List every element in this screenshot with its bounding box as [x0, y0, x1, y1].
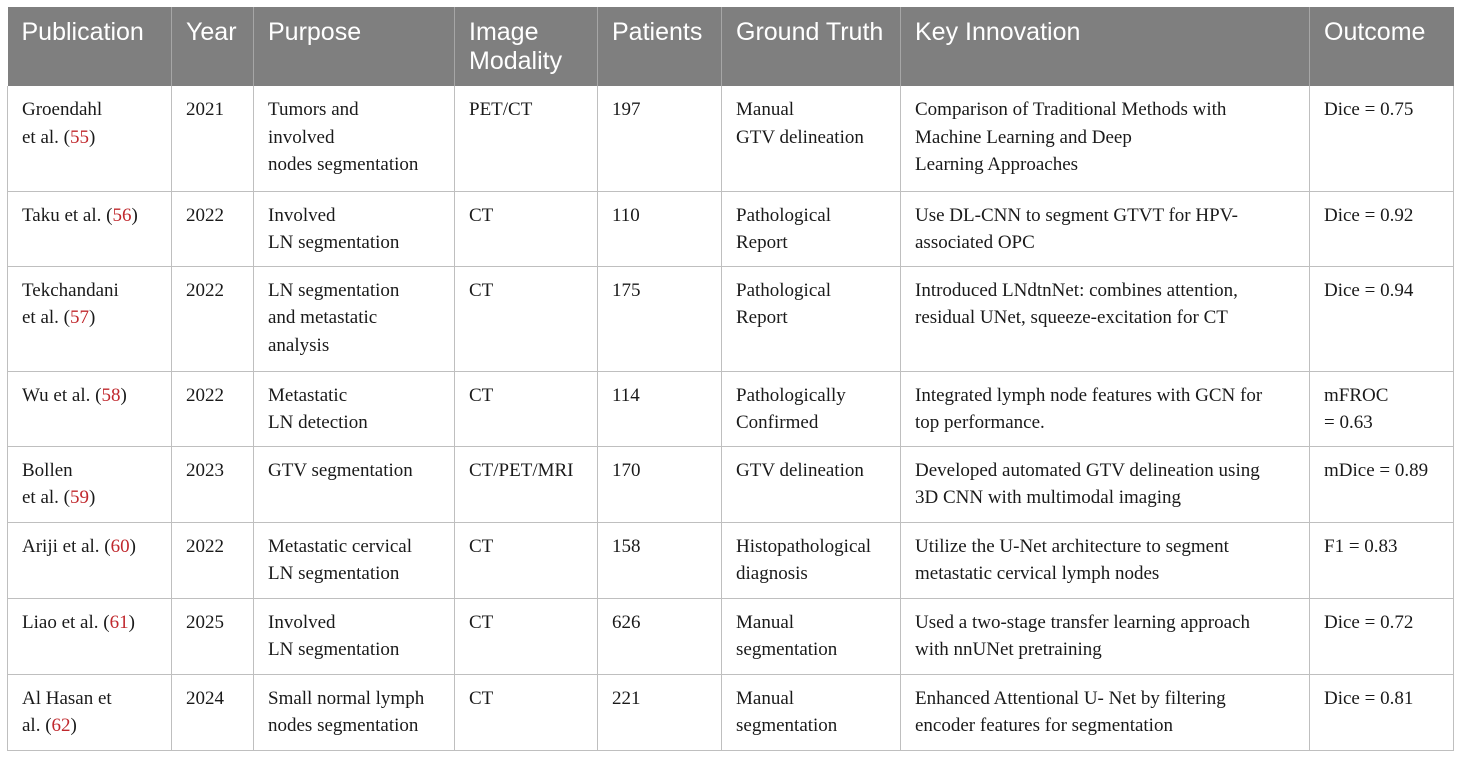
- cell-outcome-line: Dice = 0.72: [1324, 611, 1414, 633]
- publication-author: Taku et al. (: [22, 204, 113, 226]
- cell-publication: [8, 371, 172, 446]
- header-publication: Publication: [21, 18, 144, 46]
- publication-close-paren: ): [89, 126, 96, 148]
- cell-key-innovation-line: associated OPC: [915, 232, 1035, 253]
- cell-ground-truth-line: GTV delineation: [736, 126, 864, 148]
- cell-purpose-line: Involved: [268, 611, 336, 633]
- cell-publication: [8, 266, 172, 371]
- cell-outcome-line: mFROC: [1324, 384, 1389, 406]
- cell-patients: 221: [598, 674, 722, 750]
- cell-key-innovation-line: 3D CNN with multimodal imaging: [915, 487, 1181, 508]
- cell-ground-truth-line: diagnosis: [736, 563, 808, 584]
- cell-image-modality: CT: [455, 191, 598, 266]
- cell-key-innovation-line: encoder features for segmentation: [915, 715, 1173, 736]
- table-row: [8, 371, 1454, 446]
- cell-outcome-line: mDice = 0.89: [1324, 459, 1429, 481]
- cell-outcome: [1310, 191, 1454, 266]
- cell-key-innovation-line: Enhanced Attentional U- Net by filtering: [915, 687, 1226, 709]
- table-row: [8, 598, 1454, 674]
- cell-key-innovation: [901, 446, 1310, 522]
- header-year: Year: [172, 7, 254, 86]
- cell-image-modality: PET/CT: [455, 86, 598, 191]
- publication-close-paren: ): [120, 384, 127, 406]
- header-image-modality: Image Modality: [455, 7, 598, 86]
- cell-year: 2025: [172, 598, 254, 674]
- publication-author: Groendahl: [22, 99, 103, 120]
- cell-patients: 175: [598, 266, 722, 371]
- cell-purpose: [254, 371, 455, 446]
- header-purpose: Purpose: [254, 7, 455, 86]
- cell-image-modality: CT: [455, 674, 598, 750]
- cell-purpose-line: Small normal lymph: [268, 687, 425, 709]
- cell-outcome: [1310, 266, 1454, 371]
- cell-outcome-line: F1 = 0.83: [1324, 535, 1398, 557]
- cell-patients: 158: [598, 522, 722, 598]
- cell-outcome: [1310, 674, 1454, 750]
- cell-ground-truth-line: GTV delineation: [736, 459, 864, 481]
- reference-link[interactable]: 55: [70, 126, 90, 148]
- cell-outcome-line: Dice = 0.92: [1324, 204, 1414, 226]
- publication-close-paren: ): [89, 487, 96, 508]
- cell-purpose: [254, 446, 455, 522]
- cell-purpose-line: GTV segmentation: [268, 459, 413, 481]
- cell-purpose-line: LN segmentation: [268, 279, 400, 301]
- cell-ground-truth-line: Report: [736, 307, 788, 328]
- studies-table: [7, 7, 1454, 751]
- cell-year: 2021: [172, 86, 254, 191]
- cell-outcome: [1310, 86, 1454, 191]
- cell-key-innovation-line: residual UNet, squeeze-excitation for CT: [915, 307, 1228, 328]
- reference-link[interactable]: 61: [109, 611, 129, 633]
- publication-close-paren: ): [129, 535, 136, 557]
- cell-outcome-line: Dice = 0.94: [1324, 279, 1414, 301]
- cell-image-modality: CT: [455, 266, 598, 371]
- cell-purpose: [254, 86, 455, 191]
- cell-outcome-line: Dice = 0.75: [1324, 99, 1414, 120]
- cell-purpose-line: Tumors and: [268, 99, 359, 120]
- cell-ground-truth-line: Manual: [736, 99, 795, 120]
- table-row: [8, 446, 1454, 522]
- cell-year: 2022: [172, 191, 254, 266]
- cell-key-innovation-line: Integrated lymph node features with GCN for: [915, 384, 1263, 406]
- cell-ground-truth: [722, 598, 901, 674]
- cell-image-modality: CT/PET/MRI: [455, 446, 598, 522]
- header-ground-truth: Ground Truth: [722, 7, 901, 86]
- cell-outcome: [1310, 446, 1454, 522]
- cell-patients: 626: [598, 598, 722, 674]
- publication-etal: al. (: [22, 715, 52, 736]
- cell-ground-truth-line: Manual: [736, 687, 795, 709]
- cell-purpose-line: and metastatic: [268, 307, 378, 328]
- cell-year: 2022: [172, 371, 254, 446]
- cell-key-innovation-line: with nnUNet pretraining: [915, 639, 1102, 660]
- cell-year: 2022: [172, 266, 254, 371]
- cell-purpose: [254, 266, 455, 371]
- cell-year: 2024: [172, 674, 254, 750]
- cell-purpose-line: LN detection: [268, 412, 368, 433]
- publication-author: Bollen: [22, 459, 73, 481]
- reference-link[interactable]: 60: [110, 535, 130, 557]
- cell-ground-truth: [722, 86, 901, 191]
- cell-ground-truth-line: Pathologically: [736, 384, 846, 406]
- table-container: [7, 7, 1453, 751]
- publication-close-paren: ): [70, 715, 77, 736]
- cell-key-innovation-line: Used a two-stage transfer learning approach: [915, 611, 1250, 633]
- header-patients: Patients: [598, 7, 722, 86]
- publication-close-paren: ): [131, 204, 138, 226]
- cell-ground-truth: [722, 191, 901, 266]
- cell-publication: [8, 191, 172, 266]
- cell-ground-truth: [722, 674, 901, 750]
- cell-purpose: [254, 522, 455, 598]
- cell-key-innovation-line: Introduced LNdtnNet: combines attention,: [915, 279, 1238, 301]
- cell-key-innovation: [901, 522, 1310, 598]
- cell-purpose-line: nodes segmentation: [268, 715, 419, 736]
- publication-author: Liao et al. (: [22, 611, 110, 633]
- table-row: [8, 674, 1454, 750]
- cell-ground-truth-line: Pathological: [736, 204, 831, 226]
- cell-purpose-line: LN segmentation: [268, 563, 400, 584]
- cell-purpose-line: LN segmentation: [268, 232, 400, 253]
- cell-purpose-line: analysis: [268, 334, 330, 356]
- cell-year: 2022: [172, 522, 254, 598]
- reference-link[interactable]: 59: [70, 487, 90, 508]
- cell-outcome-line: Dice = 0.81: [1324, 687, 1414, 709]
- reference-link[interactable]: 57: [70, 307, 90, 328]
- cell-purpose-line: Metastatic cervical: [268, 535, 413, 557]
- cell-key-innovation-line: top performance.: [915, 412, 1045, 433]
- cell-key-innovation: [901, 266, 1310, 371]
- header-key-innovation: Key Innovation: [901, 7, 1310, 86]
- cell-publication: [8, 522, 172, 598]
- cell-outcome-line: = 0.63: [1324, 412, 1373, 433]
- cell-ground-truth-line: segmentation: [736, 639, 838, 660]
- cell-key-innovation-line: Learning Approaches: [915, 154, 1079, 175]
- publication-close-paren: ): [128, 611, 135, 633]
- cell-purpose-line: involved: [268, 126, 335, 148]
- cell-key-innovation: [901, 86, 1310, 191]
- cell-image-modality: CT: [455, 598, 598, 674]
- cell-publication: [8, 598, 172, 674]
- cell-purpose-line: Metastatic: [268, 384, 348, 406]
- reference-link[interactable]: 56: [112, 204, 132, 226]
- cell-purpose: [254, 598, 455, 674]
- table-row: [8, 86, 1454, 191]
- table-body: [8, 86, 1454, 750]
- cell-ground-truth-line: Pathological: [736, 279, 831, 301]
- cell-outcome: [1310, 522, 1454, 598]
- cell-outcome: [1310, 598, 1454, 674]
- cell-ground-truth: [722, 446, 901, 522]
- cell-ground-truth: [722, 266, 901, 371]
- cell-outcome: [1310, 371, 1454, 446]
- cell-key-innovation: [901, 674, 1310, 750]
- cell-image-modality: CT: [455, 371, 598, 446]
- cell-publication: [8, 674, 172, 750]
- table-row: [8, 522, 1454, 598]
- cell-publication: [8, 86, 172, 191]
- cell-ground-truth: [722, 371, 901, 446]
- cell-ground-truth-line: Manual: [736, 611, 795, 633]
- cell-key-innovation-line: Utilize the U-Net architecture to segment: [915, 535, 1229, 557]
- header-outcome: Outcome: [1310, 7, 1454, 86]
- cell-key-innovation: [901, 191, 1310, 266]
- cell-key-innovation-line: Use DL-CNN to segment GTVT for HPV-: [915, 204, 1238, 226]
- publication-author: Ariji et al. (: [22, 535, 111, 557]
- publication-etal: et al. (: [22, 126, 71, 148]
- cell-key-innovation-line: metastatic cervical lymph nodes: [915, 563, 1160, 584]
- publication-author: Al Hasan et: [22, 687, 112, 709]
- publication-etal: et al. (: [22, 487, 71, 508]
- table-row: [8, 266, 1454, 371]
- cell-purpose: [254, 674, 455, 750]
- cell-patients: 114: [598, 371, 722, 446]
- cell-ground-truth-line: Histopathological: [736, 535, 872, 557]
- publication-author: Tekchandani: [22, 279, 119, 301]
- cell-ground-truth-line: Confirmed: [736, 412, 819, 433]
- cell-image-modality: CT: [455, 522, 598, 598]
- cell-key-innovation-line: Machine Learning and Deep: [915, 126, 1132, 148]
- cell-key-innovation: [901, 371, 1310, 446]
- publication-close-paren: ): [89, 307, 96, 328]
- cell-patients: 170: [598, 446, 722, 522]
- cell-purpose-line: Involved: [268, 204, 336, 226]
- reference-link[interactable]: 62: [51, 715, 71, 736]
- table-row: [8, 191, 1454, 266]
- reference-link[interactable]: 58: [101, 384, 121, 406]
- cell-key-innovation-line: Developed automated GTV delineation using: [915, 459, 1260, 481]
- publication-author: Wu et al. (: [22, 384, 102, 406]
- cell-key-innovation-line: Comparison of Traditional Methods with: [915, 99, 1227, 120]
- cell-publication: [8, 446, 172, 522]
- publication-etal: et al. (: [22, 307, 71, 328]
- cell-ground-truth: [722, 522, 901, 598]
- cell-purpose-line: nodes segmentation: [268, 154, 419, 175]
- cell-ground-truth-line: segmentation: [736, 715, 838, 736]
- header-row: [8, 7, 1454, 86]
- cell-patients: 110: [598, 191, 722, 266]
- cell-purpose: [254, 191, 455, 266]
- cell-patients: 197: [598, 86, 722, 191]
- cell-key-innovation: [901, 598, 1310, 674]
- cell-year: 2023: [172, 446, 254, 522]
- cell-purpose-line: LN segmentation: [268, 639, 400, 660]
- cell-ground-truth-line: Report: [736, 232, 788, 253]
